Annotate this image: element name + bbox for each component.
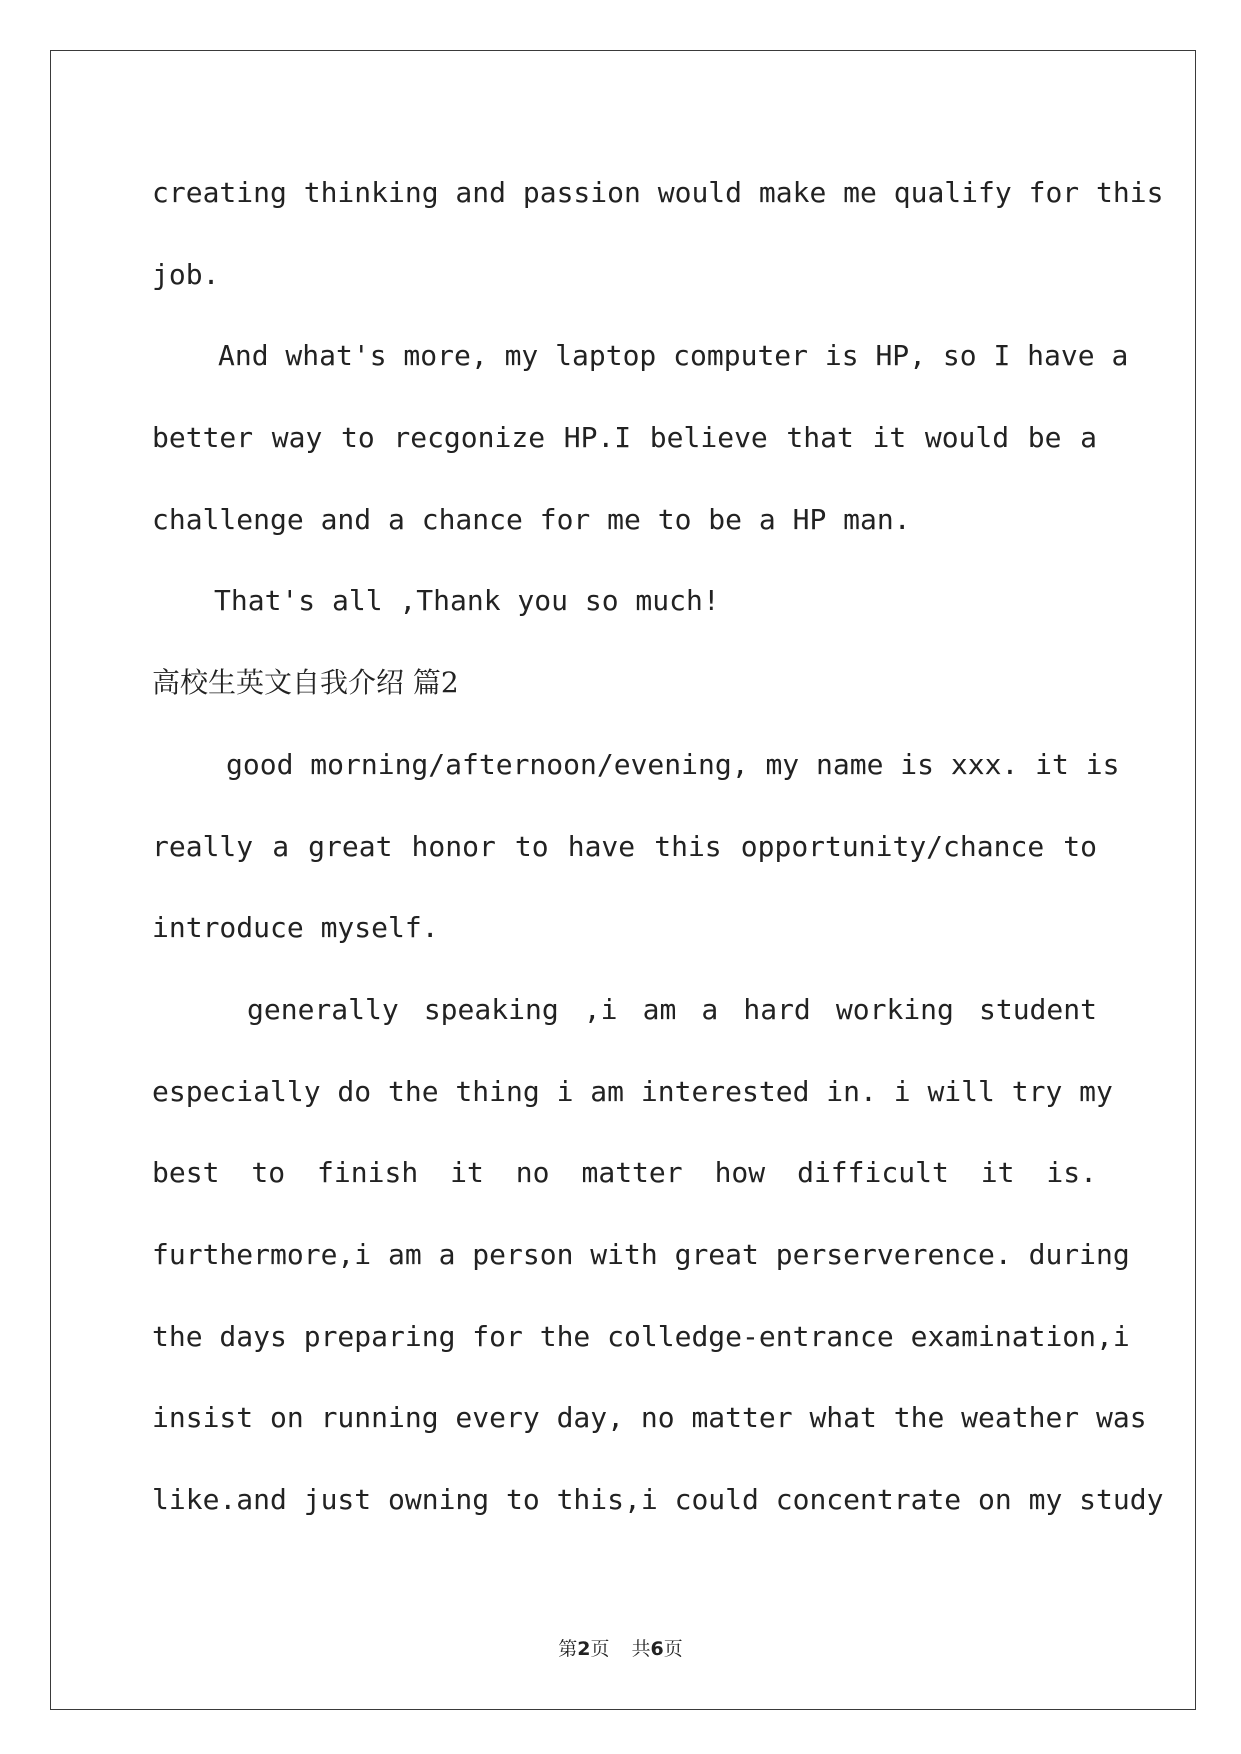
text-line: like.and just owning to this,i could concentrate on my study [152,1483,1164,1516]
text-line: And what's more, my laptop computer is HP, so I have a [218,339,1129,373]
text-line: good morning/afternoon/evening, my name is xxx. it is [226,747,1120,781]
text-line: really a great honor to have this opportunity/chance to [152,829,1097,863]
text-line: challenge and a chance for me to be a HP man. [152,502,911,536]
text-line: That's all ,Thank you so much! [214,584,720,618]
page-suffix: 页 [590,1638,610,1660]
text-line: introduce myself. [152,911,439,945]
text-line: job. [152,257,220,291]
document-body [152,152,1164,1541]
page-number: 2 [577,1638,591,1660]
section-heading: 高校生英文自我介绍 篇2 [152,666,459,700]
text-line: the days preparing for the colledge-entrance examination,i [152,1319,1130,1353]
text-line: better way to recgonize HP.I believe that it would be a [152,421,1097,455]
total-prefix: 共 [631,1638,651,1660]
page-footer [0,1634,1241,1661]
text-line: generally speaking ,i am a hard working student [247,992,1097,1026]
text-line: insist on running every day, no matter what the weather was [152,1401,1147,1435]
text-line: furthermore,i am a person with great perserverence. during [152,1237,1130,1271]
page-prefix: 第 [558,1638,578,1660]
total-pages: 6 [650,1638,664,1660]
text-line: especially do the thing i am interested in. i will try my [152,1074,1113,1108]
text-line: creating thinking and passion would make me qualify for this [152,176,1164,209]
text-line: best to finish it no matter how difficult it is. [152,1156,1097,1190]
total-suffix: 页 [663,1638,683,1660]
